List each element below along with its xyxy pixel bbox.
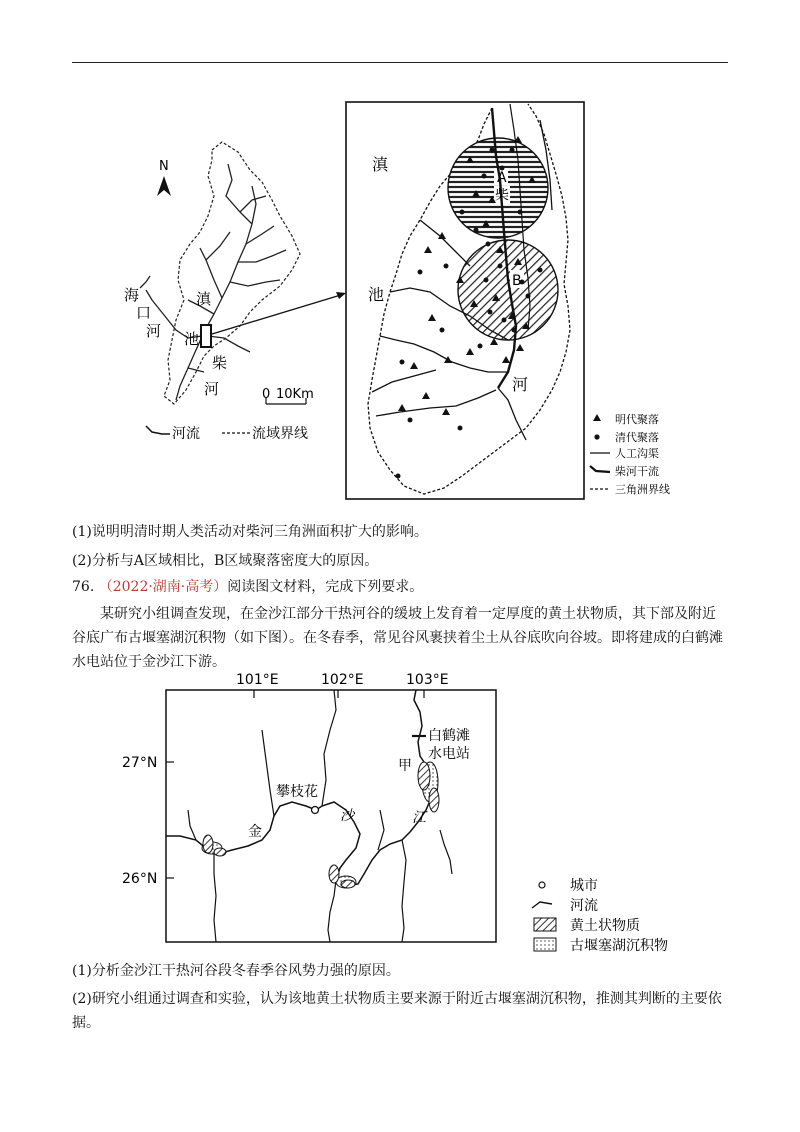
pointer-arrowhead-icon — [336, 292, 346, 299]
zone-b — [458, 240, 558, 340]
station-label-1: 白鹤滩 — [428, 728, 470, 744]
inset-map — [346, 102, 670, 499]
panzhihua-city-icon — [312, 807, 319, 814]
legend-boundary-label: 流域界线 — [252, 426, 308, 442]
qing-legend-icon — [594, 434, 599, 439]
pointer-arrow — [212, 294, 344, 334]
north-arrow-icon — [157, 176, 171, 196]
figure-jinsha-river — [0, 660, 800, 960]
legend-lake-icon — [534, 938, 556, 951]
inset-label-he: 河 — [512, 375, 529, 394]
problem-76-material: 某研究小组调查发现，在金沙江部分干热河谷的缓坡上发育着一定厚度的黄土状物质，其下部及附近谷底广布古堰塞湖沉积物（如下图）。在冬春季，常见谷风裹挟着尘土从谷底吹向谷坡。即将建成的白鹤滩水电站位于金沙江下游。 — [72, 606, 723, 670]
label-chaihe-chai: 柴 — [212, 354, 228, 372]
label-chaihe-he: 河 — [204, 380, 220, 398]
label-panzhihua: 攀枝花 — [276, 784, 318, 800]
legend-main-river-label: 柴河干流 — [615, 465, 659, 478]
legend-river-icon — [532, 902, 552, 908]
legend2-city: 城市 — [570, 878, 598, 894]
question1-1: (1)说明明清时期人类活动对柴河三角洲面积扩大的影响。 — [72, 524, 428, 540]
label-haikou-hai: 海 — [124, 286, 140, 304]
overview-map — [124, 142, 346, 442]
label-haikou-he: 河 — [146, 322, 162, 340]
legend2-loess: 黄土状物质 — [570, 918, 640, 934]
label-dianchi-dian: 滇 — [196, 290, 212, 308]
label-dianchi-chi: 池 — [184, 330, 200, 348]
problem-number: 76. — [72, 579, 95, 595]
label-haikou-kou: 口 — [136, 304, 152, 322]
legend-canal-label: 人工沟渠 — [615, 447, 659, 460]
legend2-river: 河流 — [570, 898, 598, 914]
inset-label-chi: 池 — [368, 285, 385, 304]
lat-26: 26°N — [122, 871, 158, 887]
lat-27: 27°N — [122, 755, 158, 771]
label-jia: 甲 — [398, 758, 412, 774]
main-river-legend-icon — [590, 466, 610, 472]
ming-legend-icon — [593, 414, 601, 421]
label-jiang: 江 — [412, 810, 426, 826]
legend-qing-label: 清代聚落 — [615, 431, 659, 444]
label-jin: 金 — [248, 824, 262, 840]
figure-chaihe-delta — [0, 0, 800, 510]
problem-source: （2022·湖南·高考） — [98, 579, 228, 595]
zone-b-label: B — [512, 273, 522, 289]
lon-101: 101°E — [236, 672, 279, 688]
scale-zero: 0 — [262, 387, 271, 402]
legend-city-icon — [539, 882, 545, 888]
zone-a-label: A — [497, 170, 507, 186]
legend-river-label: 河流 — [172, 426, 200, 442]
question1-2: (2)分析与A区域相比，B区域聚落密度大的原因。 — [72, 553, 379, 569]
legend-delta-boundary-label: 三角洲界线 — [615, 483, 670, 496]
river-legend-icon — [146, 426, 170, 434]
problem-instruction: 阅读图文材料，完成下列要求。 — [227, 579, 424, 595]
legend2-lake: 古堰塞湖沉积物 — [570, 938, 668, 954]
problem-76-heading — [72, 576, 423, 598]
question2-1: (1)分析金沙江干热河谷段冬春季谷风势力强的原因。 — [72, 963, 400, 979]
legend-ming-label: 明代聚落 — [615, 413, 659, 426]
legend-loess-icon — [534, 918, 556, 931]
lon-103: 103°E — [406, 672, 449, 688]
scale-length: 10Km — [276, 387, 314, 402]
label-sha: 沙 — [340, 808, 354, 824]
lon-102: 102°E — [321, 672, 364, 688]
inset-label-chai: 柴 — [495, 188, 509, 204]
north-label: N — [159, 159, 169, 174]
inset-label-dian: 滇 — [372, 155, 389, 174]
question2-2-line2: 据。 — [72, 1015, 100, 1031]
station-label-2: 水电站 — [428, 746, 470, 762]
study-area-box — [201, 325, 211, 347]
question2-2-line1: (2)研究小组通过调查和实验，认为该地黄土状物质主要来源于附近古堰塞湖沉积物，推测其判断的主要依 — [72, 991, 722, 1007]
